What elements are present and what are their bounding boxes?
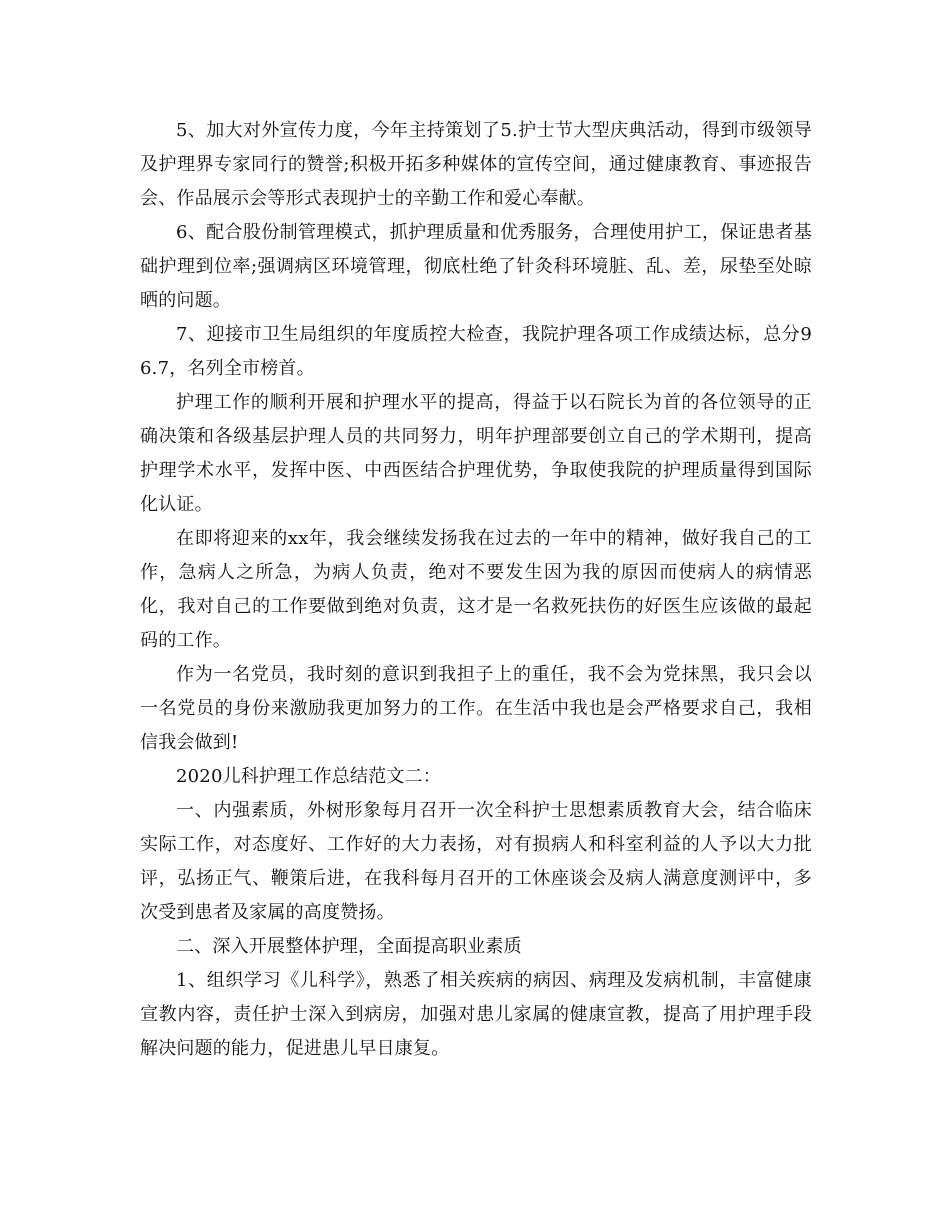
- section-heading-sample-two: 2020儿科护理工作总结范文二：: [176, 766, 442, 787]
- paragraph-plan: 在即将迎来的xx年，我会继续发扬我在过去的一年中的精神，做好我自己的工作，急病人之所急，为病人负责，绝对不要发生因为我的原因而使病人的病情恶化，我对自己的工作要做到绝对负责，这才是一名救死扶伤的好医生应该做的最起码的工作。: [140, 528, 812, 651]
- paragraph-quality: 一、内强素质，外树形象每月召开一次全科护士思想素质教育大会，结合临床实际工作，对态度好、工作好的大力表扬，对有损病人和科室利益的人予以大力批评，弘扬正气、鞭策后进，在我科每月召开的工休座谈会及病人满意度测评中，多次受到患者及家属的高度赞扬。: [140, 800, 812, 923]
- paragraph-party-member: 作为一名党员，我时刻的意识到我担子上的重任，我不会为党抹黑，我只会以一名党员的身份来激励我更加努力的工作。在生活中我也是会严格要求自己，我相信我会做到!: [140, 664, 812, 753]
- paragraph-achievement: 护理工作的顺利开展和护理水平的提高，得益于以石院长为首的各位领导的正确决策和各级基层护理人员的共同努力，明年护理部要创立自己的学术期刊，提高护理学术水平，发挥中医、中西医结合护理优势，争取使我院的护理质量得到国际化认证。: [140, 392, 812, 515]
- paragraph-item-6: 6、配合股份制管理模式，抓护理质量和优秀服务，合理使用护工，保证患者基础护理到位率;强调病区环境管理，彻底杜绝了针灸科环境脏、乱、差，尿垫至处晾晒的问题。: [140, 222, 812, 311]
- paragraph-study: 1、组织学习《儿科学》，熟悉了相关疾病的病因、病理及发病机制，丰富健康宣教内容，责任护士深入到病房，加强对患儿家属的健康宣教，提高了用护理手段解决问题的能力，促进患儿早日康复。: [140, 970, 812, 1059]
- paragraph-item-5: 5、加大对外宣传力度，今年主持策划了5.护士节大型庆典活动，得到市级领导及护理界专家同行的赞誉;积极开拓多种媒体的宣传空间，通过健康教育、事迹报告会、作品展示会等形式表现护士的辛勤工作和爱心奉献。: [140, 120, 812, 209]
- paragraph-item-7: 7、迎接市卫生局组织的年度质控大检查，我院护理各项工作成绩达标，总分96.7，名列全市榜首。: [140, 324, 812, 379]
- document-body: [140, 114, 812, 1066]
- section-heading-holistic-care: 二、深入开展整体护理，全面提高职业素质: [176, 936, 522, 957]
